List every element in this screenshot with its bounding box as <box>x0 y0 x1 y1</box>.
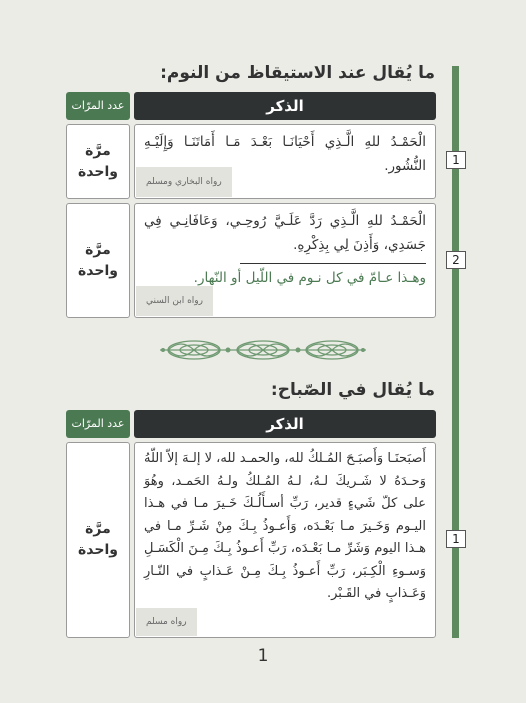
source-label: رواه ابن السني <box>136 286 213 316</box>
dhikr-text-box <box>134 442 436 638</box>
floral-divider-icon <box>160 338 366 362</box>
dhikr-text: الْحَمْـدُ للهِ الَّـذِي رَدَّ عَلَـيَّ رُوحِـي، وَعَافَانِـي فِي جَسَدِي، وَأَذِنَ لِي بِذِكْرِهِ. <box>144 213 426 253</box>
dhikr-column-header: الذكر <box>134 410 436 438</box>
count-column-header: عدد المرّات <box>66 92 130 120</box>
count-cell <box>66 124 130 199</box>
dhikr-text-box <box>134 203 436 318</box>
count-column-header: عدد المرّات <box>66 410 130 438</box>
dhikr-note: وهـذا عـامّ في كل نـوم في اللّيل أو النّهار. <box>193 270 426 286</box>
page-number: 1 <box>257 646 269 666</box>
count-cell <box>66 442 130 638</box>
dhikr-text: أَصبَحنَـا وَأَصبَـحَ المُـلكُ لله، والحمـد لله، لا إلـهَ إلاّ اللّهُ وَحـدَهُ لا شَـريكَ لـهُ، لـهُ المُـلكُ ولـهُ الحَمـد، وهُوَ على كلّ شَيءٍ قدير، رَبِّ أسـأَلُـكَ خَـيرَ مـا في هـذا اليـوم وَخَـيرَ مـا بَعْـدَه، وَأَعـوذُ بِـكَ مِنْ شَـرِّ مـا في هـذا اليوم وَشَرِّ مـا بَعْـدَه، رَبِّ أَعـوذُ بِـكَ مِـنَ الْكَسَـلِ وَسـوءِ الْكِـبَر، رَبِّ أَعـوذُ بِـكَ مِـنْ عَـذابٍ في النّـارِ وَعَـذابٍ في القَـبْر. <box>144 451 426 601</box>
section-title-morning: ما يُقال في الصّباح: <box>270 380 435 400</box>
count-value: مرَّة واحدة <box>78 241 118 279</box>
count-cell <box>66 203 130 318</box>
count-value: مرَّة واحدة <box>78 521 118 558</box>
dhikr-text-box <box>134 124 436 199</box>
source-label: رواه مسلم <box>136 608 197 637</box>
repeat-marker: 1 <box>446 151 466 169</box>
section-title-waking: ما يُقال عند الاستيقاظ من النوم: <box>160 63 435 83</box>
dhikr-text: الْحَمْـدُ للهِ الَّـذِي أَحْيَانَـا بَعْـدَ مَـا أَمَاتَنَـا وَإِلَيْـهِ النُّشُور. <box>144 134 426 174</box>
count-value: مرَّة واحدة <box>78 142 118 180</box>
repeat-marker: 2 <box>446 251 466 269</box>
note-divider <box>240 263 426 264</box>
dhikr-column-header: الذكر <box>134 92 436 120</box>
source-label: رواه البخاري ومسلم <box>136 167 232 197</box>
repeat-marker: 1 <box>446 530 466 548</box>
